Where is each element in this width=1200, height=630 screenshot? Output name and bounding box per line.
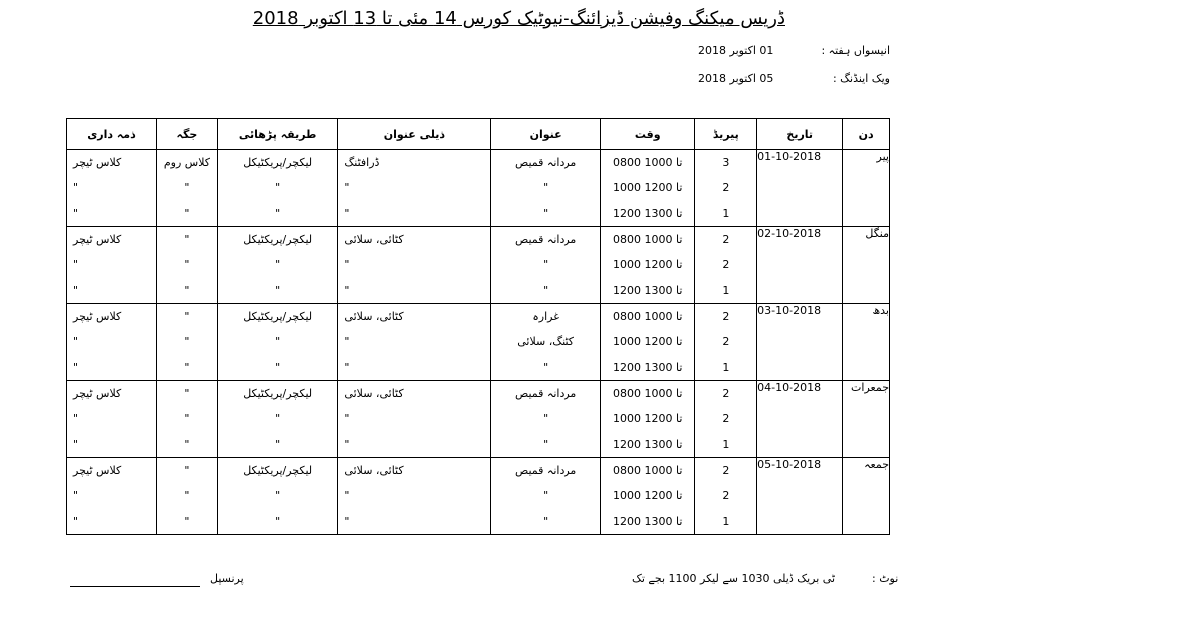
subtopic-line: " [344, 283, 350, 297]
time-line: 1000 تا 1200 [613, 335, 683, 349]
week-value: 01 اکتوبر 2018 [698, 44, 774, 57]
responsibility-cell [67, 458, 157, 535]
period-cell [695, 150, 757, 227]
method-line: " [275, 514, 281, 528]
header-place: جگہ [156, 119, 217, 150]
date-cell: 03-10-2018 [757, 304, 843, 381]
date-cell: 05-10-2018 [757, 458, 843, 535]
method-cell [217, 458, 338, 535]
time-line: 1200 تا 1300 [613, 437, 683, 451]
time-line: 0800 تا 1000 [613, 387, 683, 401]
table-row [67, 381, 890, 458]
topic-line: " [543, 206, 549, 220]
weekend-label: ویک اینڈنگ : [832, 72, 890, 85]
place-cell [156, 381, 217, 458]
time-line: 0800 تا 1000 [613, 156, 683, 170]
date-cell: 02-10-2018 [757, 227, 843, 304]
period-line: 1 [722, 437, 730, 451]
table-row [67, 150, 890, 227]
topic-line: " [543, 412, 549, 426]
date-cell: 01-10-2018 [757, 150, 843, 227]
subtopic-cell [338, 304, 491, 381]
subtopic-line: " [344, 437, 350, 451]
period-line: 2 [722, 464, 730, 478]
topic-line: مردانہ قمیص [514, 464, 577, 478]
responsibility-line: " [73, 514, 79, 528]
responsibility-cell [67, 304, 157, 381]
responsibility-line: " [73, 283, 79, 297]
place-line: " [184, 387, 190, 401]
period-line: 1 [722, 206, 730, 220]
topic-line: غرارہ [532, 310, 559, 324]
topic-line: " [543, 360, 549, 374]
subtopic-line: " [344, 412, 350, 426]
time-line: 1200 تا 1300 [613, 283, 683, 297]
period-line: 2 [722, 489, 730, 503]
period-line: 3 [722, 156, 730, 170]
topic-line: " [543, 437, 549, 451]
responsibility-line: " [73, 335, 79, 349]
place-line: " [184, 233, 190, 247]
header-date: تاریخ [757, 119, 843, 150]
header-method: طریقہ پڑھائی [217, 119, 338, 150]
responsibility-line: کلاس ٹیچر [73, 387, 122, 401]
period-cell [695, 381, 757, 458]
period-line: 1 [722, 283, 730, 297]
method-line: " [275, 360, 281, 374]
responsibility-cell [67, 150, 157, 227]
place-line: " [184, 464, 190, 478]
note-text: ٹی بریک ڈیلی 1030 سے لیکر 1100 بجے تک [632, 572, 836, 585]
period-line: 1 [722, 514, 730, 528]
time-line: 1200 تا 1300 [613, 360, 683, 374]
subtopic-line: " [344, 181, 350, 195]
header-day: دن [843, 119, 890, 150]
week-label: انیسواں ہفتہ : [821, 44, 890, 57]
method-line: " [275, 181, 281, 195]
period-cell [695, 304, 757, 381]
place-line: " [184, 181, 190, 195]
topic-cell [491, 227, 601, 304]
subtopic-line: کٹائی، سلائی [344, 387, 404, 401]
responsibility-cell [67, 227, 157, 304]
topic-line: " [543, 258, 549, 272]
responsibility-line: کلاس ٹیچر [73, 156, 122, 170]
method-line: لیکچر/پریکٹیکل [243, 233, 313, 247]
topic-cell [491, 458, 601, 535]
method-line: " [275, 489, 281, 503]
day-cell: پیر [843, 150, 890, 227]
weekend-value: 05 اکتوبر 2018 [698, 72, 774, 85]
period-line: 2 [722, 310, 730, 324]
responsibility-line: " [73, 489, 79, 503]
topic-line: کٹنگ، سلائی [517, 335, 575, 349]
subtopic-cell [338, 150, 491, 227]
day-cell: جمعرات [843, 381, 890, 458]
period-line: 2 [722, 412, 730, 426]
responsibility-line: " [73, 258, 79, 272]
time-line: 1200 تا 1300 [613, 206, 683, 220]
table-row [67, 458, 890, 535]
period-line: 1 [722, 360, 730, 374]
time-line: 1000 تا 1200 [613, 181, 683, 195]
day-cell: منگل [843, 227, 890, 304]
topic-cell [491, 304, 601, 381]
method-cell [217, 227, 338, 304]
period-line: 2 [722, 181, 730, 195]
note-label: نوٹ : [872, 572, 899, 585]
subtopic-line: " [344, 489, 350, 503]
place-line: " [184, 514, 190, 528]
time-line: 0800 تا 1000 [613, 464, 683, 478]
table-row [67, 304, 890, 381]
method-cell [217, 381, 338, 458]
responsibility-line: " [73, 437, 79, 451]
time-cell [600, 227, 695, 304]
method-line: لیکچر/پریکٹیکل [243, 156, 313, 170]
place-line: " [184, 360, 190, 374]
method-line: " [275, 258, 281, 272]
topic-line: " [543, 489, 549, 503]
subtopic-line: کٹائی، سلائی [344, 464, 404, 478]
header-subtopic: ذیلی عنوان [338, 119, 491, 150]
responsibility-line: کلاس ٹیچر [73, 310, 122, 324]
time-cell [600, 381, 695, 458]
subtopic-line: " [344, 514, 350, 528]
place-cell [156, 304, 217, 381]
header-responsibility: ذمہ داری [67, 119, 157, 150]
responsibility-line: " [73, 360, 79, 374]
method-cell [217, 304, 338, 381]
schedule-table [66, 118, 890, 535]
time-cell [600, 458, 695, 535]
principal-label: پرنسپل [210, 572, 244, 585]
week-row [690, 44, 890, 58]
period-line: 2 [722, 335, 730, 349]
period-cell [695, 227, 757, 304]
method-line: لیکچر/پریکٹیکل [243, 310, 313, 324]
subtopic-line: کٹائی، سلائی [344, 233, 404, 247]
method-line: " [275, 437, 281, 451]
responsibility-line: " [73, 206, 79, 220]
subtopic-line: " [344, 335, 350, 349]
subtopic-line: ڈرافٹنگ [344, 156, 380, 170]
method-line: " [275, 335, 281, 349]
place-line: کلاس روم [163, 156, 211, 170]
time-line: 1000 تا 1200 [613, 412, 683, 426]
time-line: 0800 تا 1000 [613, 310, 683, 324]
day-cell: بدھ [843, 304, 890, 381]
subtopic-line: " [344, 258, 350, 272]
time-line: 1200 تا 1300 [613, 514, 683, 528]
header-row [67, 119, 890, 150]
period-cell [695, 458, 757, 535]
method-line: " [275, 206, 281, 220]
topic-line: مردانہ قمیص [514, 233, 577, 247]
responsibility-line: کلاس ٹیچر [73, 464, 122, 478]
time-line: 1000 تا 1200 [613, 489, 683, 503]
subtopic-cell [338, 458, 491, 535]
subtopic-line: " [344, 206, 350, 220]
method-line: لیکچر/پریکٹیکل [243, 387, 313, 401]
place-line: " [184, 283, 190, 297]
subtopic-cell [338, 227, 491, 304]
place-line: " [184, 335, 190, 349]
method-cell [217, 150, 338, 227]
subtopic-cell [338, 381, 491, 458]
header-period: پیریڈ [695, 119, 757, 150]
signature-line [70, 586, 200, 587]
subtopic-line: " [344, 360, 350, 374]
time-line: 1000 تا 1200 [613, 258, 683, 272]
method-line: لیکچر/پریکٹیکل [243, 464, 313, 478]
period-line: 2 [722, 258, 730, 272]
method-line: " [275, 283, 281, 297]
place-line: " [184, 258, 190, 272]
topic-line: مردانہ قمیص [514, 387, 577, 401]
place-cell [156, 458, 217, 535]
topic-cell [491, 150, 601, 227]
place-line: " [184, 310, 190, 324]
period-line: 2 [722, 233, 730, 247]
table-row [67, 227, 890, 304]
place-line: " [184, 489, 190, 503]
method-line: " [275, 412, 281, 426]
topic-cell [491, 381, 601, 458]
period-line: 2 [722, 387, 730, 401]
responsibility-line: " [73, 412, 79, 426]
date-cell: 04-10-2018 [757, 381, 843, 458]
time-cell [600, 304, 695, 381]
responsibility-cell [67, 381, 157, 458]
place-cell [156, 150, 217, 227]
topic-line: " [543, 514, 549, 528]
place-cell [156, 227, 217, 304]
place-line: " [184, 206, 190, 220]
header-time: وقت [600, 119, 695, 150]
topic-line: مردانہ قمیص [514, 156, 577, 170]
place-line: " [184, 412, 190, 426]
responsibility-line: " [73, 181, 79, 195]
subtopic-line: کٹائی، سلائی [344, 310, 404, 324]
place-line: " [184, 437, 190, 451]
page-title: ڈریس میکنگ وفیشن ڈیزائنگ-نیوٹیک کورس 14 مئی تا 13 اکتوبر 2018 [252, 8, 785, 29]
responsibility-line: کلاس ٹیچر [73, 233, 122, 247]
topic-line: " [543, 181, 549, 195]
day-cell: جمعہ [843, 458, 890, 535]
header-topic: عنوان [491, 119, 601, 150]
time-cell [600, 150, 695, 227]
weekend-row [690, 72, 890, 86]
topic-line: " [543, 283, 549, 297]
time-line: 0800 تا 1000 [613, 233, 683, 247]
